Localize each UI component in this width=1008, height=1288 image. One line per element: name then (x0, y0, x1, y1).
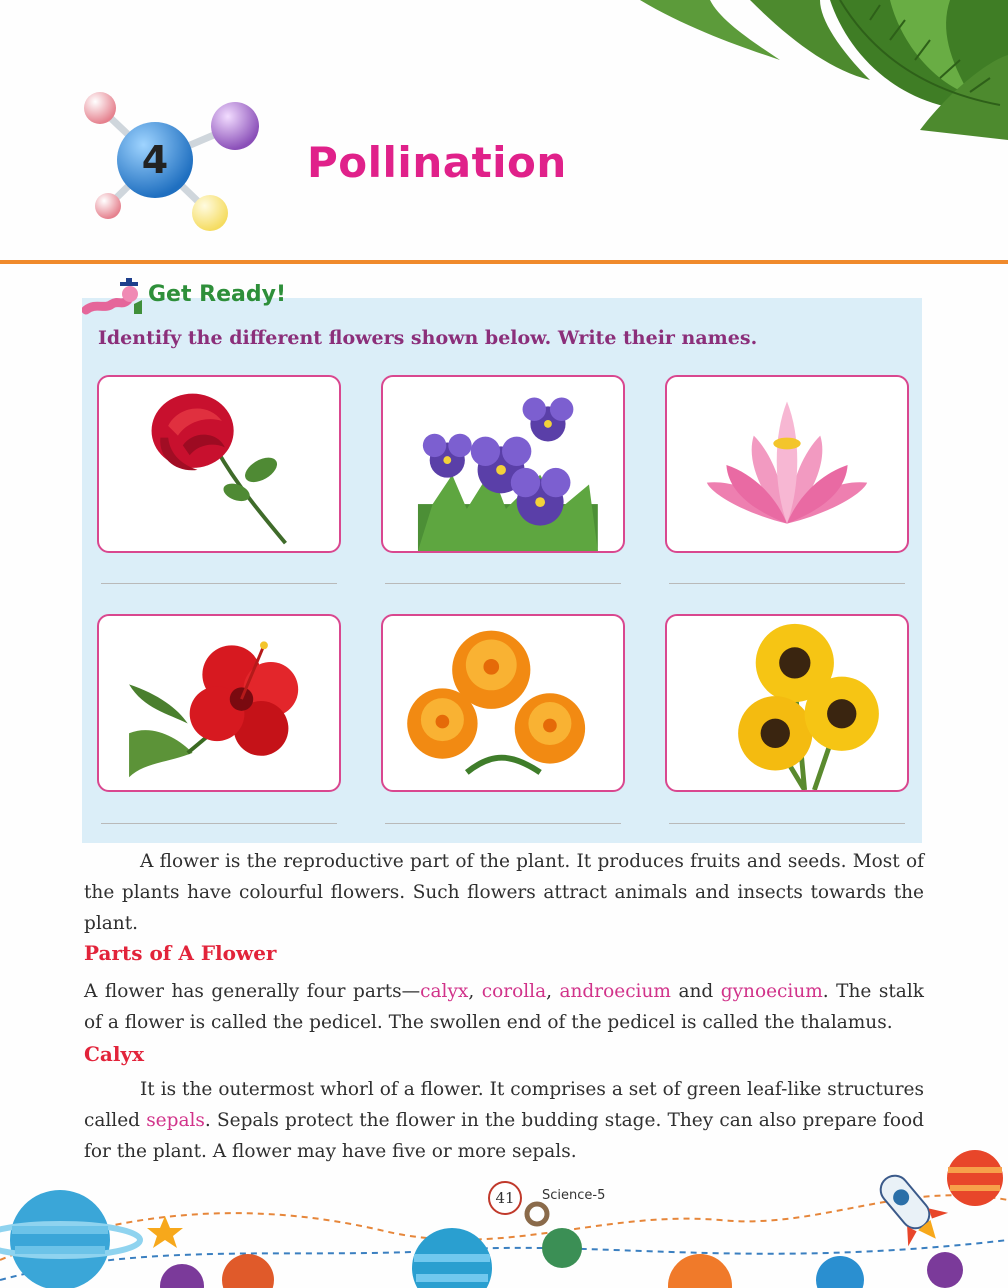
bookworm-icon (82, 276, 144, 316)
chapter-number: 4 (141, 138, 169, 182)
separator: , (468, 981, 482, 1002)
separator: and (670, 981, 721, 1002)
answer-line[interactable] (669, 583, 905, 584)
get-ready-label: Get Ready! (148, 282, 286, 307)
answer-line[interactable] (669, 823, 905, 824)
leaves-decoration-icon (630, 0, 1008, 140)
term-sepals: sepals (146, 1110, 205, 1131)
separator: , (546, 981, 560, 1002)
answer-line[interactable] (385, 823, 621, 824)
parts-text: . The stalk of a flower is called the pedicel. The swollen end of the pedicel is called the thalamus. (84, 981, 924, 1033)
flower-card-lotus (665, 375, 909, 553)
parts-of-flower-heading: Parts of A Flower (84, 941, 277, 965)
chapter-title: Pollination (307, 138, 567, 187)
answer-line[interactable] (385, 583, 621, 584)
sunflower-flower-image (667, 616, 907, 790)
header-divider (0, 260, 1008, 264)
rose-flower-image (99, 377, 339, 551)
hibiscus-flower-image (99, 616, 339, 790)
flower-card-rose (97, 375, 341, 553)
page-number: 41 (488, 1181, 522, 1215)
flower-card-hibiscus (97, 614, 341, 792)
flower-card-marigold (381, 614, 625, 792)
term-androecium: androecium (559, 981, 671, 1002)
marigold-flower-image (383, 616, 623, 790)
flower-card-pansy (381, 375, 625, 553)
term-gynoecium: gynoecium (720, 981, 823, 1002)
calyx-heading: Calyx (84, 1042, 145, 1066)
molecule-chapter-icon (80, 88, 265, 238)
book-name: Science-5 (542, 1188, 606, 1203)
calyx-text: . Sepals protect the flower in the budding stage. They can also prepare food for the plant. A flower may have five or more sepals. (84, 1110, 924, 1162)
answer-line[interactable] (101, 583, 337, 584)
activity-instruction: Identify the different flowers shown below. Write their names. (98, 327, 758, 349)
calyx-text: It is the outermost whorl of a flower. It comprises a set of green leaf-like structures called (84, 1079, 924, 1131)
lotus-flower-image (667, 377, 907, 551)
flower-card-sunflower (665, 614, 909, 792)
pansy-flower-image (383, 377, 623, 551)
term-corolla: corolla (481, 981, 547, 1002)
parts-text: A flower has generally four parts— (84, 981, 421, 1002)
parts-paragraph (84, 976, 924, 1038)
term-calyx: calyx (420, 981, 469, 1002)
intro-paragraph: A flower is the reproductive part of the plant. It produces fruits and seeds. Most of the plants have colourful flowers. Such flowers attract animals and insects towards the plant. (84, 851, 924, 934)
answer-line[interactable] (101, 823, 337, 824)
